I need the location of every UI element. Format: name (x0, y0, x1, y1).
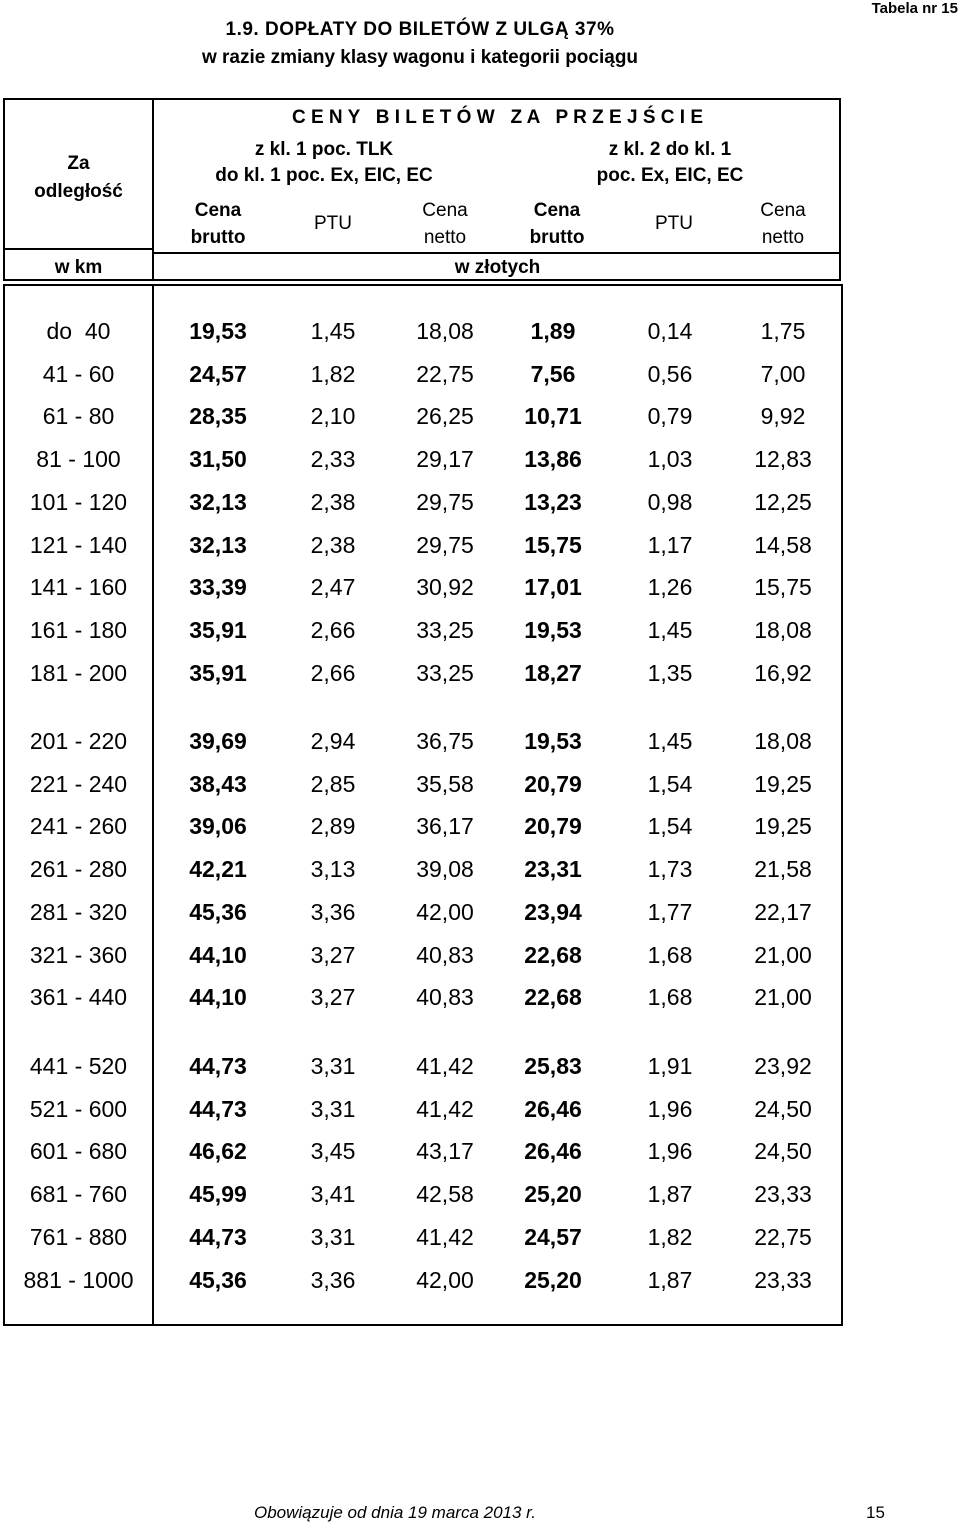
brutto-cell: 33,39 (189, 574, 247, 601)
brutto-cell: 35,91 (189, 659, 247, 686)
brutto-cell: 23,31 (524, 856, 582, 883)
netto-cell: 7,00 (760, 360, 806, 387)
ptu-cell: 1,45 (647, 616, 693, 643)
brutto-cell: 20,79 (524, 813, 582, 840)
col-netto-1: Cena (422, 200, 468, 221)
brutto-cell: 44,10 (189, 941, 247, 968)
table-row (5, 976, 841, 1019)
distance-cell: 181 - 200 (29, 659, 128, 686)
netto-cell: 29,75 (416, 531, 474, 558)
brutto-cell: 31,50 (189, 446, 247, 473)
netto-cell: 24,50 (754, 1095, 812, 1122)
distance-cell: 221 - 240 (29, 770, 128, 797)
distance-cell: 881 - 1000 (23, 1266, 134, 1293)
netto-cell: 23,33 (754, 1266, 812, 1293)
currency-label: w złotych (454, 257, 541, 278)
page-number: 15 (866, 1503, 885, 1522)
ptu-cell: 1,96 (647, 1095, 693, 1122)
brutto-cell: 32,13 (189, 531, 247, 558)
netto-cell: 12,25 (754, 488, 812, 515)
distance-cell: 761 - 880 (29, 1223, 128, 1250)
group-title: C E N Y B I L E T Ó W Z A P R Z E J Ś C I E (291, 107, 704, 128)
netto-cell: 29,75 (416, 488, 474, 515)
ptu-cell: 2,85 (310, 770, 356, 797)
netto-cell: 24,50 (754, 1138, 812, 1165)
brutto-cell: 38,43 (189, 770, 247, 797)
table-row (5, 848, 841, 891)
distance-cell: 121 - 140 (29, 531, 128, 558)
ptu-cell: 3,31 (310, 1095, 356, 1122)
ptu-cell: 1,77 (647, 898, 693, 925)
brutto-cell: 25,83 (524, 1053, 582, 1079)
ptu-cell: 0,79 (647, 403, 693, 430)
table-row (5, 805, 841, 848)
netto-cell: 36,17 (416, 813, 474, 840)
col-ptu: PTU (655, 213, 693, 234)
ptu-cell: 3,45 (310, 1138, 356, 1165)
ptu-cell: 1,91 (647, 1053, 693, 1079)
table-row (5, 310, 841, 353)
distance-cell: 681 - 760 (29, 1181, 128, 1208)
netto-cell: 22,75 (754, 1223, 812, 1250)
distance-label-2: odległość (34, 181, 123, 202)
ptu-cell: 3,31 (310, 1053, 356, 1079)
netto-cell: 35,58 (416, 770, 474, 797)
brutto-cell: 35,91 (189, 616, 247, 643)
table-row (5, 763, 841, 806)
netto-cell: 16,92 (754, 659, 812, 686)
table-row (5, 395, 841, 438)
netto-cell: 41,42 (416, 1053, 474, 1079)
brutto-cell: 19,53 (524, 728, 582, 754)
brutto-cell: 44,73 (189, 1053, 247, 1079)
ptu-cell: 3,41 (310, 1181, 356, 1208)
distance-cell: 41 - 60 (42, 360, 115, 387)
header-divider (5, 248, 152, 250)
netto-cell: 21,58 (754, 856, 812, 883)
netto-cell: 19,25 (754, 813, 812, 840)
distance-cell: 201 - 220 (29, 728, 128, 754)
netto-cell: 30,92 (416, 574, 474, 601)
netto-cell: 29,17 (416, 446, 474, 473)
table-row (5, 1045, 841, 1088)
ptu-cell: 1,03 (647, 446, 693, 473)
col-brutto-2: brutto (190, 227, 246, 248)
netto-cell: 23,33 (754, 1181, 812, 1208)
distance-cell: 321 - 360 (29, 941, 128, 968)
ptu-cell: 3,13 (310, 856, 356, 883)
ptu-cell: 1,73 (647, 856, 693, 883)
left-group-line1: z kl. 1 poc. TLK (254, 139, 394, 160)
header-divider (154, 252, 839, 254)
page-header (0, 0, 960, 95)
brutto-cell: 23,94 (524, 898, 582, 925)
netto-cell: 14,58 (754, 531, 812, 558)
ptu-cell: 1,45 (647, 728, 693, 754)
brutto-cell: 26,46 (524, 1095, 582, 1122)
table-row (5, 566, 841, 609)
ptu-cell: 3,36 (310, 1266, 356, 1293)
ptu-cell: 1,54 (647, 813, 693, 840)
right-group-line2: poc. Ex, EIC, EC (596, 165, 744, 186)
distance-unit: w km (54, 257, 103, 278)
col-ptu: PTU (314, 213, 352, 234)
distance-cell: 281 - 320 (29, 898, 128, 925)
ptu-cell: 1,87 (647, 1181, 693, 1208)
brutto-cell: 17,01 (524, 574, 582, 601)
ptu-cell: 3,27 (310, 941, 356, 968)
ptu-cell: 2,38 (310, 488, 356, 515)
netto-cell: 22,75 (416, 360, 474, 387)
ptu-cell: 2,47 (310, 574, 356, 601)
distance-cell: 101 - 120 (29, 488, 128, 515)
netto-cell: 21,00 (754, 984, 812, 1011)
netto-cell: 22,17 (754, 898, 812, 925)
ptu-cell: 2,66 (310, 659, 356, 686)
netto-cell: 42,00 (416, 1266, 474, 1293)
brutto-cell: 45,36 (189, 1266, 247, 1293)
brutto-cell: 22,68 (524, 984, 582, 1011)
table-header (3, 98, 841, 281)
netto-cell: 42,58 (416, 1181, 474, 1208)
brutto-cell: 39,06 (189, 813, 247, 840)
ptu-cell: 1,45 (310, 318, 356, 344)
distance-cell: 61 - 80 (42, 403, 115, 430)
table-row (5, 481, 841, 524)
brutto-cell: 25,20 (524, 1181, 582, 1208)
ptu-cell: 3,27 (310, 984, 356, 1011)
table-row (5, 1088, 841, 1131)
table-row (5, 934, 841, 977)
col-brutto-1: Cena (194, 200, 242, 221)
brutto-cell: 44,10 (189, 984, 247, 1011)
brutto-cell: 15,75 (524, 531, 582, 558)
col-netto-2: netto (761, 227, 805, 248)
table-row (5, 438, 841, 481)
netto-cell: 18,08 (416, 318, 474, 344)
distance-label-1: Za (67, 153, 90, 174)
brutto-cell: 25,20 (524, 1266, 582, 1293)
distance-cell: 441 - 520 (29, 1053, 128, 1079)
ptu-cell: 1,87 (647, 1266, 693, 1293)
ptu-cell: 1,82 (310, 360, 356, 387)
brutto-cell: 45,99 (189, 1181, 247, 1208)
ptu-cell: 2,10 (310, 403, 356, 430)
brutto-cell: 24,57 (189, 360, 247, 387)
netto-cell: 19,25 (754, 770, 812, 797)
ptu-cell: 2,66 (310, 616, 356, 643)
netto-cell: 40,83 (416, 941, 474, 968)
brutto-cell: 28,35 (189, 403, 247, 430)
netto-cell: 15,75 (754, 574, 812, 601)
netto-cell: 18,08 (754, 616, 812, 643)
table-row (5, 609, 841, 652)
netto-cell: 39,08 (416, 856, 474, 883)
table-row (5, 353, 841, 396)
netto-cell: 41,42 (416, 1223, 474, 1250)
ptu-cell: 1,26 (647, 574, 693, 601)
brutto-cell: 32,13 (189, 488, 247, 515)
brutto-cell: 18,27 (524, 659, 582, 686)
brutto-cell: 44,73 (189, 1223, 247, 1250)
brutto-cell: 24,57 (524, 1223, 582, 1250)
ptu-cell: 3,36 (310, 898, 356, 925)
netto-cell: 9,92 (760, 403, 806, 430)
table-row (5, 1216, 841, 1259)
col-brutto-2: brutto (529, 227, 585, 248)
ptu-cell: 0,56 (647, 360, 693, 387)
netto-cell: 33,25 (416, 659, 474, 686)
fare-table (3, 284, 843, 1326)
table-row (5, 891, 841, 934)
brutto-cell: 42,21 (189, 856, 247, 883)
table-row (5, 1130, 841, 1173)
table-row (5, 524, 841, 567)
distance-cell: 601 - 680 (29, 1138, 128, 1165)
ptu-cell: 0,98 (647, 488, 693, 515)
distance-cell: 81 - 100 (36, 446, 121, 473)
brutto-cell: 26,46 (524, 1138, 582, 1165)
netto-cell: 12,83 (754, 446, 812, 473)
distance-cell: 521 - 600 (29, 1095, 128, 1122)
ptu-cell: 1,68 (647, 984, 693, 1011)
ptu-cell: 2,89 (310, 813, 356, 840)
distance-cell: 261 - 280 (29, 856, 128, 883)
distance-cell: 141 - 160 (29, 574, 128, 601)
brutto-cell: 13,23 (524, 488, 582, 515)
distance-cell: 161 - 180 (29, 616, 128, 643)
brutto-cell: 45,36 (189, 898, 247, 925)
netto-cell: 42,00 (416, 898, 474, 925)
validity-note: Obowiązuje od dnia 19 marca 2013 r. (254, 1503, 536, 1522)
ptu-cell: 2,33 (310, 446, 356, 473)
ptu-cell: 3,31 (310, 1223, 356, 1250)
table-row (5, 1173, 841, 1216)
netto-cell: 40,83 (416, 984, 474, 1011)
netto-cell: 26,25 (416, 403, 474, 430)
distance-cell: do 40 (46, 318, 111, 344)
ptu-cell: 1,17 (647, 531, 693, 558)
netto-cell: 1,75 (760, 318, 806, 344)
brutto-cell: 39,69 (189, 728, 247, 754)
ptu-cell: 1,96 (647, 1138, 693, 1165)
ptu-cell: 2,38 (310, 531, 356, 558)
ptu-cell: 0,14 (647, 318, 693, 344)
table-row (5, 720, 841, 763)
col-netto-2: netto (423, 227, 467, 248)
netto-cell: 36,75 (416, 728, 474, 754)
ptu-cell: 1,82 (647, 1223, 693, 1250)
brutto-cell: 44,73 (189, 1095, 247, 1122)
brutto-cell: 7,56 (530, 360, 576, 387)
left-group-line2: do kl. 1 poc. Ex, EIC, EC (215, 165, 433, 186)
col-netto-1: Cena (760, 200, 806, 221)
ptu-cell: 1,54 (647, 770, 693, 797)
netto-cell: 41,42 (416, 1095, 474, 1122)
brutto-cell: 46,62 (189, 1138, 247, 1165)
brutto-cell: 22,68 (524, 941, 582, 968)
table-row (5, 652, 841, 695)
table-number: Tabela nr 15 (871, 0, 958, 17)
page-subtitle: w razie zmiany klasy wagonu i kategorii pociągu (201, 47, 639, 68)
netto-cell: 18,08 (754, 728, 812, 754)
brutto-cell: 13,86 (524, 446, 582, 473)
netto-cell: 21,00 (754, 941, 812, 968)
ptu-cell: 1,68 (647, 941, 693, 968)
brutto-cell: 10,71 (524, 403, 582, 430)
distance-cell: 361 - 440 (29, 984, 128, 1011)
netto-cell: 33,25 (416, 616, 474, 643)
brutto-cell: 20,79 (524, 770, 582, 797)
netto-cell: 43,17 (416, 1138, 474, 1165)
netto-cell: 23,92 (754, 1053, 812, 1079)
brutto-cell: 19,53 (189, 318, 247, 344)
right-group-line1: z kl. 2 do kl. 1 (608, 139, 732, 160)
ptu-cell: 2,94 (310, 728, 356, 754)
ptu-cell: 1,35 (647, 659, 693, 686)
table-row (5, 1259, 841, 1302)
page-title: 1.9. DOPŁATY DO BILETÓW Z ULGĄ 37% (225, 19, 615, 40)
distance-cell: 241 - 260 (29, 813, 128, 840)
brutto-cell: 1,89 (530, 318, 576, 344)
col-brutto-1: Cena (533, 200, 581, 221)
brutto-cell: 19,53 (524, 616, 582, 643)
